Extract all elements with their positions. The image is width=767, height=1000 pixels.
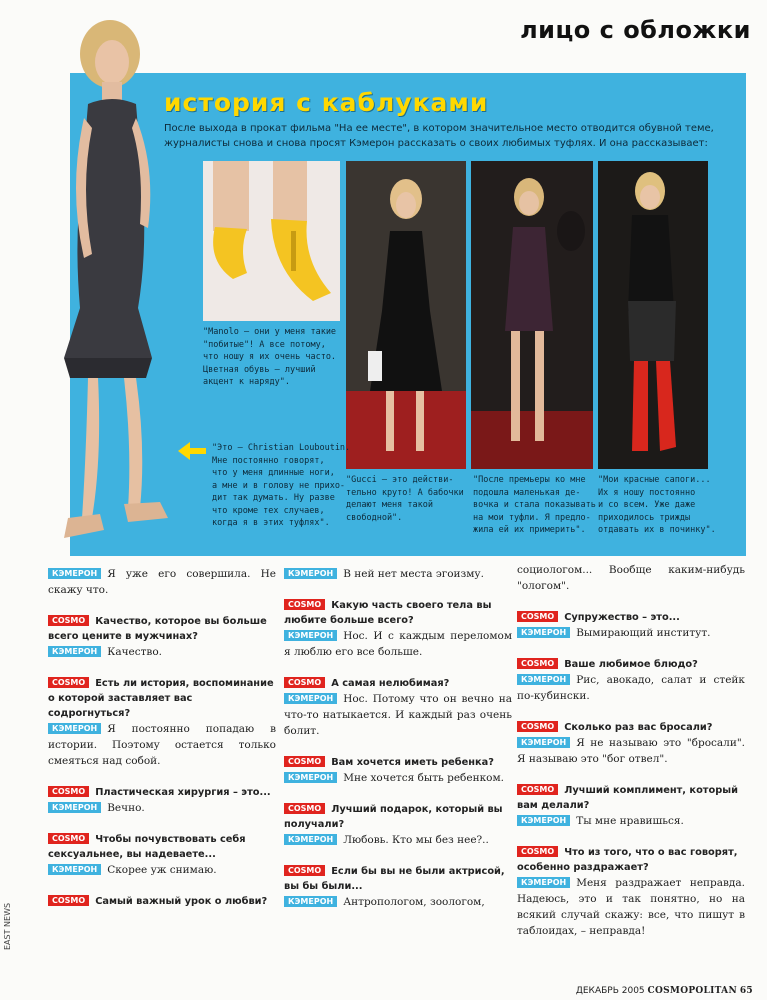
- answer: КЭМЕРОН Вечно.: [48, 800, 276, 816]
- feature-intro: После выхода в прокат фильма "На ее месте", в котором значительное место отводится обувной теме, журналисты снова и снова просят Кэмерон рассказать о своих любимых туфлях. И она рассказывает:: [164, 123, 714, 149]
- answer: КЭМЕРОН Меня раздражает неправда. Надеюсь, это и так понятно, но на всякий случай скажу: все, что пишут в таблоидах, – неправда!: [517, 877, 745, 937]
- cameron-badge: КЭМЕРОН: [517, 737, 570, 748]
- answer: КЭМЕРОН В ней нет места эгоизму.: [284, 566, 512, 582]
- question: COSMO Какую часть своего тела вы любите больше всего?: [284, 600, 492, 626]
- question: COSMO Ваше любимое блюдо?: [517, 657, 745, 672]
- cosmo-badge: COSMO: [48, 615, 89, 626]
- cameron-badge: КЭМЕРОН: [284, 834, 337, 845]
- answer: КЭМЕРОН Скорее уж снимаю.: [48, 862, 276, 878]
- qa-item: [517, 845, 745, 939]
- question: COSMO А самая нелюбимая?: [284, 676, 512, 691]
- cosmo-badge: COSMO: [284, 865, 325, 876]
- cameron-badge: КЭМЕРОН: [517, 627, 570, 638]
- caption-gucci: "Gucci – это действи- тельно круто! А бабочки делают меня такой свободной".: [346, 475, 464, 523]
- answer: КЭМЕРОН Ты мне нравишься.: [517, 813, 745, 829]
- cameron-badge: КЭМЕРОН: [48, 723, 101, 734]
- photo-purple-dress: [471, 161, 593, 469]
- qa-item: [517, 610, 745, 641]
- answer: КЭМЕРОН Я постоянно попадаю в истории. Поэтому остается только смеяться над собой.: [48, 723, 276, 767]
- cosmo-badge: COSMO: [517, 658, 558, 669]
- qa-item: [48, 785, 276, 816]
- feature-headline: история с каблуками: [164, 88, 489, 117]
- photo-yellow-shoes: [203, 161, 340, 321]
- answer: КЭМЕРОН Я не называю это "бросали". Я называю это "бог отвел".: [517, 737, 745, 765]
- answer: КЭМЕРОН Нос. И с каждым переломом я люблю его все больше.: [284, 630, 512, 658]
- cosmo-badge: COSMO: [517, 611, 558, 622]
- cameron-badge: КЭМЕРОН: [517, 815, 570, 826]
- answer: КЭМЕРОН Антропологом, зоологом,: [284, 894, 512, 910]
- cameron-badge: КЭМЕРОН: [517, 674, 570, 685]
- qa-column-2: [284, 566, 512, 926]
- question: COSMO Пластическая хирургия – это...: [48, 785, 276, 800]
- answer: КЭМЕРОН Вымирающий институт.: [517, 625, 745, 641]
- photo-red-boots: [598, 161, 708, 469]
- qa-item: [48, 832, 276, 878]
- answer-continued: социологом... Вообще каким-нибудь "ологом".: [517, 564, 745, 592]
- cosmo-badge: COSMO: [284, 756, 325, 767]
- qa-item: [517, 657, 745, 704]
- cameron-badge: КЭМЕРОН: [284, 772, 337, 783]
- answer: КЭМЕРОН Любовь. Кто мы без нее?..: [284, 832, 512, 848]
- caption-premiere: "После премьеры ко мне подошла маленькая де- вочка и стала показывать на мои туфли. Я предло- жила ей их примерить".: [473, 475, 596, 535]
- qa-item: [284, 566, 512, 582]
- issue-date: ДЕКАБРЬ 2005: [575, 986, 645, 996]
- answer: КЭМЕРОН Мне хочется быть ребенком.: [284, 770, 512, 786]
- qa-item: [517, 720, 745, 767]
- question: COSMO Что из того, что о вас говорят, особенно раздражает?: [517, 847, 738, 873]
- question: COSMO Качество, которое вы больше всего цените в мужчинах?: [48, 616, 267, 642]
- question: COSMO Если бы вы не были актрисой, вы бы были...: [284, 866, 505, 892]
- question: COSMO Чтобы почувствовать себя сексуальнее, вы надеваете...: [48, 834, 246, 860]
- answer: КЭМЕРОН Рис, авокадо, салат и стейк по-кубински.: [517, 674, 745, 702]
- cosmo-badge: COSMO: [48, 786, 89, 797]
- cameron-badge: КЭМЕРОН: [284, 630, 337, 641]
- qa-column-3: [517, 562, 745, 955]
- cosmo-badge: COSMO: [284, 803, 325, 814]
- question: COSMO Вам хочется иметь ребенка?: [284, 755, 512, 770]
- qa-item: [517, 783, 745, 829]
- cosmo-badge: COSMO: [517, 784, 558, 795]
- cosmo-badge: COSMO: [284, 677, 325, 688]
- cosmo-badge: COSMO: [48, 677, 89, 688]
- question: COSMO Есть ли история, воспоминание о которой заставляет вас содрогнуться?: [48, 678, 274, 719]
- qa-item: [284, 864, 512, 910]
- caption-manolo: "Manolo – они у меня такие "побитые"! А все потому, что ношу я их очень часто. Цветная обувь – лучший акцент к наряду".: [203, 327, 337, 387]
- cosmo-badge: COSMO: [48, 895, 89, 906]
- page-footer: [576, 986, 753, 996]
- caption-louboutin: "Это – Christian Louboutin. Мне постоянно говорят, что у меня длинные ноги, а мне и в голову не прихо- дит так думать. Ну разве что кроме тех случаев, когда я в этих туфлях".: [212, 443, 351, 528]
- cameron-badge: КЭМЕРОН: [48, 646, 101, 657]
- cameron-badge: КЭМЕРОН: [284, 693, 337, 704]
- question: COSMO Лучший подарок, который вы получали?: [284, 804, 503, 830]
- cameron-badge: КЭМЕРОН: [48, 568, 101, 579]
- photo-black-dress: [346, 161, 466, 469]
- qa-item: [48, 894, 276, 909]
- arrow-left-icon: [178, 442, 206, 460]
- photo-credit: EAST NEWS: [3, 902, 12, 950]
- caption-red-boots: "Мои красные сапоги... Их я ношу постоянно и со всем. Уже даже приходилось трижды отдавать их в починку".: [598, 475, 716, 535]
- question: COSMO Супружество – это...: [517, 610, 745, 625]
- cosmo-badge: COSMO: [48, 833, 89, 844]
- qa-item: [284, 676, 512, 739]
- qa-item: [48, 614, 276, 660]
- question: COSMO Сколько раз вас бросали?: [517, 720, 745, 735]
- qa-item: [48, 676, 276, 769]
- cosmo-badge: COSMO: [517, 846, 558, 857]
- qa-item: [284, 755, 512, 786]
- cosmo-badge: COSMO: [517, 721, 558, 732]
- answer: КЭМЕРОН Я уже его совершила. Не скажу что.: [48, 568, 276, 596]
- question: COSMO Лучший комплимент, который вам делали?: [517, 785, 738, 811]
- magazine-name: COSMOPOLITAN: [647, 986, 737, 996]
- qa-item: [517, 562, 745, 594]
- page-number: 65: [739, 986, 753, 996]
- cameron-badge: КЭМЕРОН: [284, 896, 337, 907]
- answer: КЭМЕРОН Нос. Потому что он вечно на что-то натыкается. И каждый раз очень болит.: [284, 693, 512, 737]
- cameron-badge: КЭМЕРОН: [284, 568, 337, 579]
- qa-item: [48, 566, 276, 598]
- qa-item: [284, 802, 512, 848]
- answer: КЭМЕРОН Качество.: [48, 644, 276, 660]
- qa-item: [284, 598, 512, 660]
- cameron-badge: КЭМЕРОН: [48, 864, 101, 875]
- cosmo-badge: COSMO: [284, 599, 325, 610]
- cameron-badge: КЭМЕРОН: [517, 877, 570, 888]
- qa-column-1: [48, 566, 276, 925]
- section-title: лицо с обложки: [520, 16, 751, 44]
- cameron-badge: КЭМЕРОН: [48, 802, 101, 813]
- question: COSMO Самый важный урок о любви?: [48, 894, 276, 909]
